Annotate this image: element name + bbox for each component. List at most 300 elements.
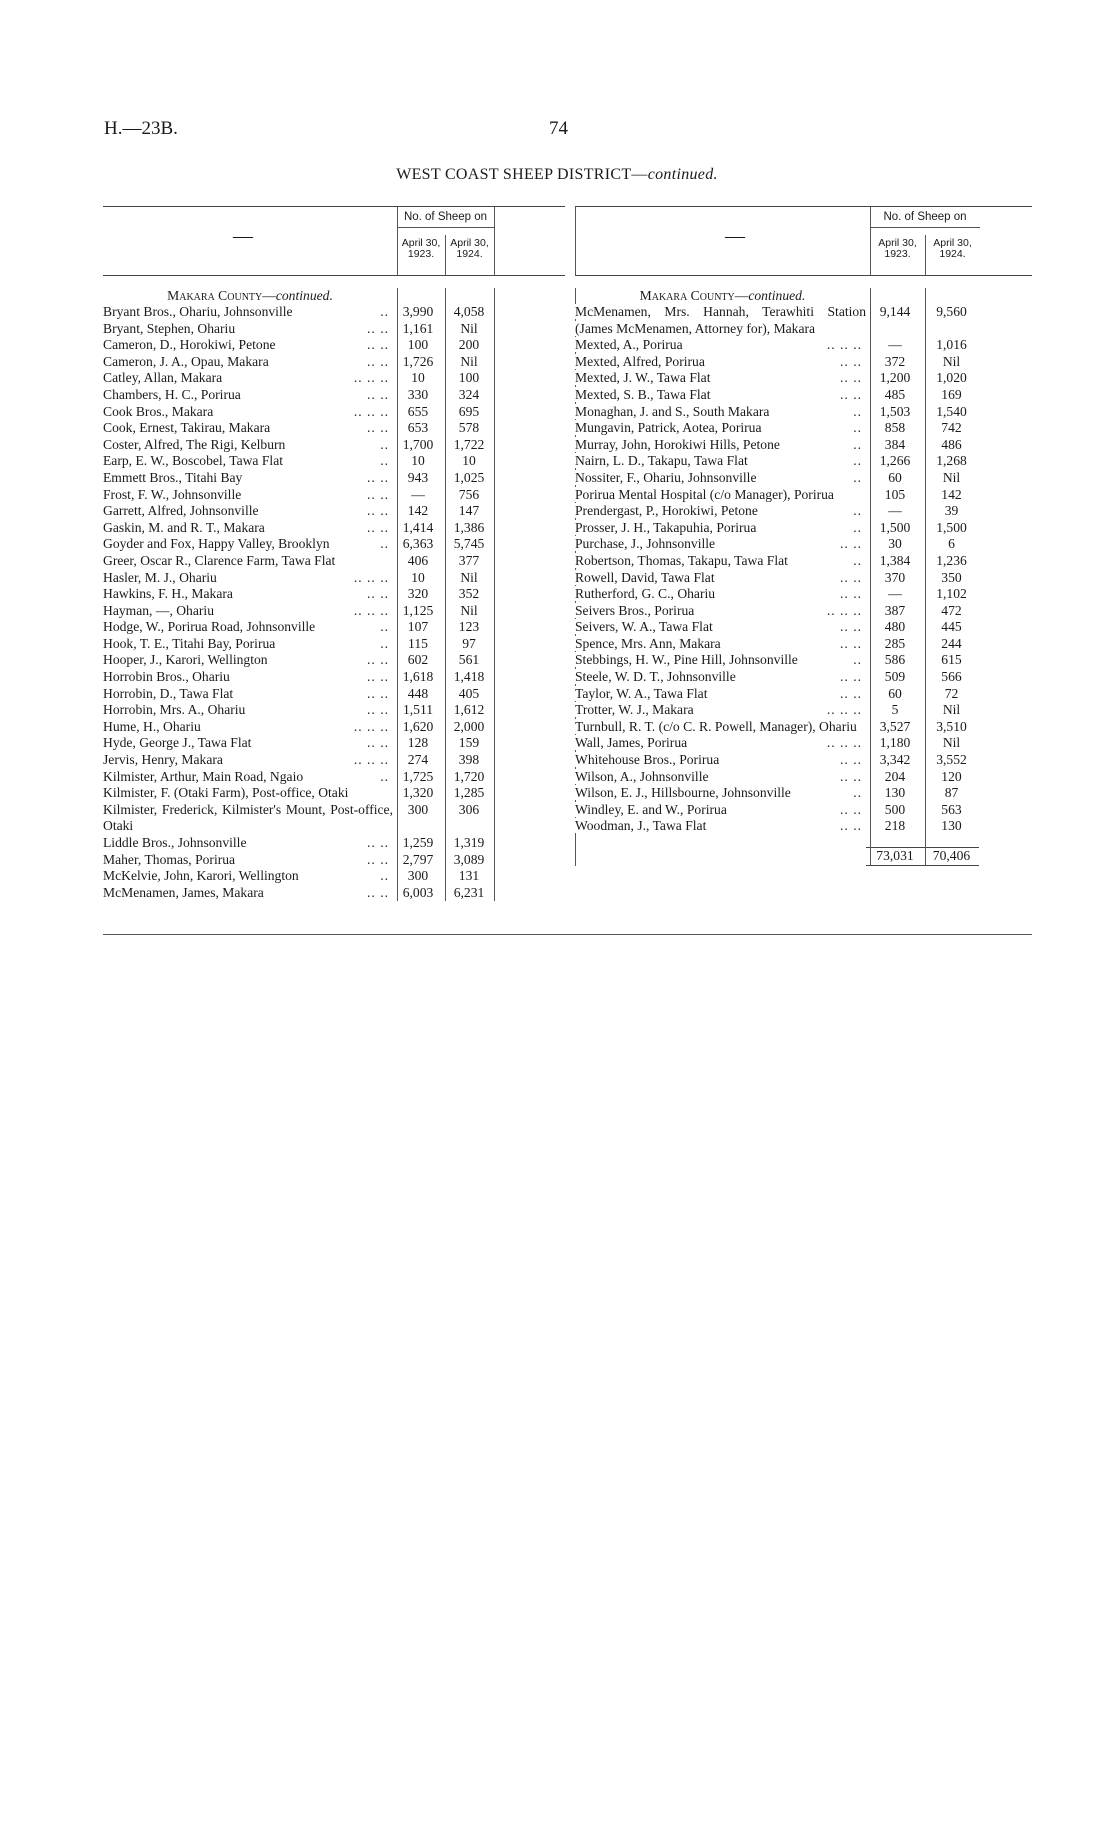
header-col-1924: April 30, 1924.: [933, 237, 972, 260]
sheep-1923: 60: [888, 685, 902, 701]
sheep-1924: 306: [458, 801, 480, 817]
owner-name-text: Hawkins, F. H., Makara: [103, 586, 236, 601]
owner-name-text: Greer, Oscar R., Clarence Farm, Tawa Flat: [103, 553, 338, 568]
sheep-1924: 1,236: [936, 552, 967, 568]
leader-dots: .. ..: [367, 486, 389, 502]
divider: [445, 288, 446, 901]
table-row: [103, 304, 565, 321]
owner-name-text: Frost, F. W., Johnsonville: [103, 487, 244, 502]
sheep-1924: 120: [941, 768, 962, 784]
page-title: [0, 166, 1114, 184]
table-row: [103, 835, 565, 852]
owner-name: [103, 752, 393, 769]
owner-name-text: Horrobin, Mrs. A., Ohariu: [103, 702, 248, 717]
owner-name: [575, 404, 866, 421]
owner-name: [103, 686, 393, 703]
sheep-1924: 1,102: [936, 586, 967, 602]
leader-dots: ..: [853, 652, 862, 668]
sheep-1923: 1,511: [402, 702, 434, 718]
sheep-1923: 5: [891, 702, 899, 718]
sheep-1924: 142: [941, 486, 962, 502]
leader-dots: .. ..: [367, 337, 389, 353]
sheep-1923: 320: [407, 586, 429, 602]
sheep-1924: Nil: [460, 320, 478, 336]
owner-name-text: Garrett, Alfred, Johnsonville: [103, 503, 262, 518]
leader-dots: .. ..: [367, 685, 389, 701]
sheep-1924: 1,319: [453, 835, 485, 850]
owner-name: [103, 586, 393, 603]
owner-name: [103, 619, 393, 636]
sheep-1924: 1,720: [453, 768, 485, 784]
leader-dots: .. ..: [840, 370, 862, 386]
sheep-1924: 405: [458, 685, 480, 701]
sheep-1924: 123: [458, 619, 480, 635]
table-row: [103, 420, 565, 437]
sheep-1924: 5,745: [453, 536, 485, 552]
sheep-1923: 30: [888, 536, 902, 552]
owner-name-text: Wilson, E. J., Hillsbourne, Johnsonville: [575, 785, 794, 800]
table-row: [103, 636, 565, 653]
owner-name: [103, 652, 393, 669]
sheep-1923: 6,003: [402, 884, 434, 900]
leader-dots: ..: [853, 785, 862, 801]
divider: [925, 288, 926, 866]
leader-dots: .. .. ..: [826, 602, 862, 618]
sheep-1924: 615: [941, 652, 962, 668]
owner-name-text: Prendergast, P., Horokiwi, Petone: [575, 503, 761, 518]
owner-name-text: Kilmister, Frederick, Kilmister's Mount, Post-office, Otaki: [103, 801, 393, 834]
table-row: [575, 669, 1032, 686]
leader-dots: ..: [380, 868, 389, 884]
table-row: [103, 769, 565, 786]
leader-dots: ..: [380, 536, 389, 552]
owner-name-text: Coster, Alfred, The Rigi, Kelburn: [103, 437, 288, 452]
table-row: [575, 603, 1032, 620]
sheep-1923: 1,180: [879, 735, 911, 751]
owner-name: [575, 785, 866, 802]
table-row: [575, 719, 1032, 736]
sheep-1923: 10: [411, 453, 425, 469]
table-row: [103, 370, 565, 387]
sheep-1924: 563: [941, 801, 962, 817]
leader-dots: ..: [853, 403, 862, 419]
sheep-1923: 653: [407, 420, 429, 436]
county-name: Makara County—: [167, 288, 276, 303]
owner-name-text: Liddle Bros., Johnsonville: [103, 835, 250, 850]
owner-name: [575, 387, 866, 404]
page-number: 74: [549, 118, 568, 139]
leader-dots: .. ..: [840, 635, 862, 651]
sheep-1924: Nil: [460, 353, 478, 369]
leader-dots: .. ..: [367, 652, 389, 668]
owner-name-text: Monaghan, J. and S., South Makara: [575, 404, 772, 419]
sheep-1923: 509: [884, 669, 906, 685]
sheep-1923: 218: [884, 818, 906, 834]
leader-dots: .. ..: [367, 884, 389, 900]
title-continued: continued.: [647, 166, 718, 183]
header-col-1923: April 30, 1923.: [878, 237, 917, 260]
sheep-1923: 500: [884, 801, 906, 817]
leader-dots: .. ..: [840, 586, 862, 602]
sheep-1924: 578: [458, 420, 480, 436]
leader-dots: .. .. ..: [353, 752, 389, 768]
table-row: [575, 304, 1032, 337]
table-row: [103, 586, 565, 603]
owner-name: [575, 437, 866, 454]
left-table: [103, 206, 565, 901]
table-row: [103, 354, 565, 371]
sheep-1924: 1,020: [936, 370, 967, 386]
sheep-1923: 485: [884, 386, 906, 402]
owner-name: [575, 453, 866, 470]
table-row: [103, 387, 565, 404]
table-row: [575, 553, 1032, 570]
table-row: [103, 735, 565, 752]
sheep-1924: 72: [944, 685, 959, 701]
county-continued: continued.: [748, 288, 806, 303]
owner-name: [103, 553, 393, 570]
sheep-1924: Nil: [942, 469, 961, 485]
totals-row: [575, 847, 1032, 866]
sheep-1924: 561: [458, 652, 480, 668]
table-row: [575, 570, 1032, 587]
owner-name-text: Hooper, J., Karori, Wellington: [103, 652, 271, 667]
leader-dots: ..: [853, 469, 862, 485]
table-row: [575, 354, 1032, 371]
county-heading: [103, 288, 397, 304]
sheep-1923: 480: [884, 619, 906, 635]
county-name: Makara County—: [639, 288, 749, 303]
sheep-1924: 200: [458, 337, 480, 353]
owner-name-text: McMenamen, Mrs. Hannah, Terawhiti Station (James McMenamen, Attorney for), Makara: [575, 304, 866, 336]
table-row: [103, 404, 565, 421]
sheep-1923: 204: [884, 768, 906, 784]
owner-name: [103, 470, 393, 487]
owner-name-text: Horrobin Bros., Ohariu: [103, 669, 233, 684]
leader-dots: .. .. ..: [353, 718, 389, 734]
owner-name-text: Bryant Bros., Ohariu, Johnsonville: [103, 304, 296, 319]
owner-name-text: Cameron, D., Horokiwi, Petone: [103, 337, 279, 352]
sheep-1924: 6,231: [453, 884, 485, 900]
table-row: [103, 570, 565, 587]
table-row: [575, 453, 1032, 470]
owner-name: [575, 503, 866, 520]
leader-dots: .. .. ..: [353, 602, 389, 618]
table-row: [575, 636, 1032, 653]
owner-name: [575, 536, 866, 553]
sheep-1923: 1,266: [879, 453, 911, 469]
owner-name-text: Taylor, W. A., Tawa Flat: [575, 686, 710, 701]
owner-name-text: Mexted, A., Porirua: [575, 337, 686, 352]
title-main: WEST COAST SHEEP DISTRICT—: [396, 166, 648, 183]
leader-dots: .. ..: [840, 685, 862, 701]
table-row: [575, 337, 1032, 354]
owner-name: [575, 570, 866, 587]
sheep-1924: 159: [458, 735, 480, 751]
owner-name: [575, 619, 866, 636]
leader-dots: .. ..: [367, 503, 389, 519]
owner-name: [103, 769, 393, 786]
owner-name: [103, 487, 393, 504]
table-row: [103, 487, 565, 504]
sheep-1923: 107: [407, 619, 429, 635]
table-row: [575, 586, 1032, 603]
leader-dots: ..: [380, 619, 389, 635]
header-group: No. of Sheep on: [870, 211, 980, 228]
owner-name-text: Cameron, J. A., Opau, Makara: [103, 354, 272, 369]
sheep-1923: 330: [407, 386, 429, 402]
sheep-1923: 300: [407, 801, 429, 817]
table-row: [103, 337, 565, 354]
owner-name-text: Horrobin, D., Tawa Flat: [103, 686, 236, 701]
sheep-1924: 1,025: [453, 469, 485, 485]
table-row: [103, 785, 565, 802]
sheep-1924: 3,089: [453, 851, 485, 867]
owner-name-text: Emmett Bros., Titahi Bay: [103, 470, 245, 485]
table-row: [575, 437, 1032, 454]
sheep-1924: Nil: [460, 602, 478, 618]
table-row: [575, 487, 1032, 504]
sheep-1924: 10: [462, 453, 476, 469]
leader-dots: .. ..: [840, 353, 862, 369]
table-row: [575, 619, 1032, 636]
owner-name: [103, 370, 393, 387]
owner-name: [575, 304, 866, 337]
sheep-1923: 274: [407, 752, 429, 768]
sheep-1923: 1,620: [402, 718, 434, 734]
sheep-1923: —: [888, 586, 902, 602]
sheep-1924: 1,540: [936, 403, 967, 419]
sheep-1924: 9,560: [936, 304, 967, 319]
table-row: [575, 536, 1032, 553]
sheep-1924: 3,552: [936, 752, 967, 768]
sheep-1923: 10: [411, 370, 425, 386]
sheep-1924: 1,722: [453, 436, 485, 452]
owner-name: [103, 354, 393, 371]
owner-name: [575, 669, 866, 686]
table-row: [575, 752, 1032, 769]
table-row: [103, 802, 565, 835]
sheep-1923: 285: [884, 635, 906, 651]
header-dash: —: [233, 225, 253, 247]
leader-dots: .. .. ..: [353, 569, 389, 585]
leader-dots: .. ..: [367, 469, 389, 485]
owner-name-text: Nairn, L. D., Takapu, Tawa Flat: [575, 453, 751, 468]
owner-name-text: McKelvie, John, Karori, Wellington: [103, 868, 302, 883]
leader-dots: .. ..: [367, 420, 389, 436]
table-row: [103, 852, 565, 869]
sheep-1923: —: [411, 486, 425, 502]
sheep-1923: 602: [407, 652, 429, 668]
sheep-1924: 486: [941, 436, 962, 452]
leader-dots: .. ..: [840, 386, 862, 402]
owner-name: [103, 802, 393, 835]
sheep-1923: 3,342: [879, 752, 911, 768]
owner-name: [103, 420, 393, 437]
owner-name: [575, 420, 866, 437]
owner-name: [575, 470, 866, 487]
owner-name-text: Hasler, M. J., Ohariu: [103, 570, 220, 585]
table-row: [575, 735, 1032, 752]
table-row: [103, 553, 565, 570]
sheep-1923: 3,990: [402, 304, 434, 319]
sheep-1923: 1,725: [402, 768, 434, 784]
owner-name-text: Prosser, J. H., Takapuhia, Porirua: [575, 520, 759, 535]
sheep-1924: 147: [458, 503, 480, 519]
sheep-1923: 128: [407, 735, 429, 751]
sheep-1924: 2,000: [453, 718, 485, 734]
sheep-1923: 1,618: [402, 669, 434, 685]
leader-dots: .. ..: [367, 851, 389, 867]
owner-name-text: Goyder and Fox, Happy Valley, Brooklyn: [103, 536, 333, 551]
owner-name: [575, 686, 866, 703]
owner-name: [575, 769, 866, 786]
sheep-1923: 1,726: [402, 353, 434, 369]
sheep-1923: 142: [407, 503, 429, 519]
right-table: [575, 206, 1032, 866]
owner-name-text: Murray, John, Horokiwi Hills, Petone: [575, 437, 783, 452]
sheep-1923: 115: [408, 635, 428, 651]
owner-name-text: Mexted, J. W., Tawa Flat: [575, 370, 713, 385]
totals-label-blank: [575, 847, 866, 866]
sheep-1923: —: [888, 503, 902, 519]
owner-name: [103, 503, 393, 520]
leader-dots: ..: [853, 436, 862, 452]
owner-name-text: Stebbings, H. W., Pine Hill, Johnsonville: [575, 652, 801, 667]
owner-name: [575, 354, 866, 371]
sheep-1923: 1,125: [402, 602, 434, 618]
leader-dots: .. ..: [367, 386, 389, 402]
sheep-1924: 1,418: [453, 669, 485, 685]
table-row: [103, 603, 565, 620]
owner-name: [103, 852, 393, 869]
table-row: [103, 885, 565, 902]
owner-name: [103, 321, 393, 338]
leader-dots: .. ..: [367, 353, 389, 369]
table-row: [103, 503, 565, 520]
leader-dots: .. ..: [367, 586, 389, 602]
owner-name: [575, 652, 866, 669]
sheep-1924: 131: [458, 868, 480, 884]
owner-name: [103, 337, 393, 354]
owner-name-text: Bryant, Stephen, Ohariu: [103, 321, 238, 336]
owner-name-text: Purchase, J., Johnsonville: [575, 536, 718, 551]
left-table-body: [103, 288, 565, 901]
owner-name-text: Cook Bros., Makara: [103, 404, 216, 419]
sheep-1923: 655: [407, 403, 429, 419]
leader-dots: .. ..: [367, 320, 389, 336]
table-row: [103, 868, 565, 885]
leader-dots: .. ..: [367, 702, 389, 718]
sheep-1923: 1,700: [402, 436, 434, 452]
owner-name-text: Rutherford, G. C., Ohariu: [575, 586, 718, 601]
sheep-1923: 1,503: [879, 403, 911, 419]
header-col-1923: April 30, 1923.: [401, 237, 441, 260]
table-row: [575, 470, 1032, 487]
owner-name-text: Woodman, J., Tawa Flat: [575, 818, 709, 833]
owner-name: [575, 636, 866, 653]
sheep-1923: 9,144: [879, 304, 911, 319]
owner-name: [103, 570, 393, 587]
table-row: [575, 404, 1032, 421]
sheep-1923: 130: [884, 785, 906, 801]
county-continued: continued.: [275, 288, 333, 303]
sheep-1923: —: [888, 337, 902, 353]
leader-dots: .. ..: [840, 569, 862, 585]
owner-name-text: Kilmister, F. (Otaki Farm), Post-office, Otaki: [103, 785, 351, 800]
right-table-body: [575, 288, 1032, 866]
owner-name-text: Hume, H., Ohariu: [103, 719, 204, 734]
owner-name: [103, 437, 393, 454]
header-dash: —: [725, 225, 745, 247]
sheep-1923: 586: [884, 652, 906, 668]
sheep-1923: 384: [884, 436, 906, 452]
table-row: [575, 520, 1032, 537]
sheep-1923: 2,797: [402, 851, 434, 867]
owner-name-text: Hayman, —, Ohariu: [103, 603, 217, 618]
sheep-1923: 858: [884, 420, 906, 436]
header-col-1924: April 30, 1924.: [450, 237, 489, 260]
owner-name-text: Maher, Thomas, Porirua: [103, 852, 238, 867]
sheep-1924: 1,285: [453, 785, 485, 801]
table-row: [575, 702, 1032, 719]
header-group: No. of Sheep on: [397, 211, 494, 228]
owner-name-text: Wilson, A., Johnsonville: [575, 769, 712, 784]
sheep-1924: 324: [458, 386, 480, 402]
owner-name-text: McMenamen, James, Makara: [103, 885, 267, 900]
total-1924: 70,406: [924, 847, 979, 866]
owner-name-text: Cook, Ernest, Takirau, Makara: [103, 420, 273, 435]
sheep-1923: 370: [884, 569, 906, 585]
owner-name-text: Mexted, Alfred, Porirua: [575, 354, 708, 369]
sheep-1923: 1,161: [402, 320, 434, 336]
owner-name-text: Hyde, George J., Tawa Flat: [103, 735, 254, 750]
owner-name: [103, 785, 393, 802]
owner-name-text: Robertson, Thomas, Takapu, Tawa Flat: [575, 553, 791, 568]
sheep-1924: Nil: [460, 569, 478, 585]
sheep-1924: 1,016: [936, 337, 967, 353]
owner-name-text: Porirua Mental Hospital (c/o Manager), Porirua: [575, 487, 837, 502]
table-row: [103, 453, 565, 470]
leader-dots: ..: [380, 635, 389, 651]
table-row: [103, 702, 565, 719]
table-row: [575, 686, 1032, 703]
sheep-1923: 1,259: [402, 835, 434, 850]
sheep-1923: 406: [407, 552, 429, 568]
sheep-1924: 100: [458, 370, 480, 386]
divider: [397, 288, 398, 901]
sheep-1923: 105: [884, 486, 906, 502]
leader-dots: .. ..: [840, 752, 862, 768]
owner-name: [103, 387, 393, 404]
owner-name: [575, 603, 866, 620]
divider: [870, 288, 871, 866]
table-row: [103, 752, 565, 769]
leader-dots: .. .. ..: [826, 702, 862, 718]
right-table-header: [575, 206, 1032, 276]
leader-dots: ..: [853, 503, 862, 519]
divider: [575, 207, 576, 275]
leader-dots: ..: [380, 304, 389, 319]
sheep-1924: 3,510: [936, 718, 967, 734]
owner-name-text: Turnbull, R. T. (c/o C. R. Powell, Manager), Ohariu: [575, 719, 860, 734]
owner-name-text: Whitehouse Bros., Porirua: [575, 752, 722, 767]
owner-name: [103, 520, 393, 537]
owner-name-text: Rowell, David, Tawa Flat: [575, 570, 718, 585]
sheep-1923: 387: [884, 602, 906, 618]
owner-name: [103, 636, 393, 653]
owner-name-text: Seivers, W. A., Tawa Flat: [575, 619, 716, 634]
